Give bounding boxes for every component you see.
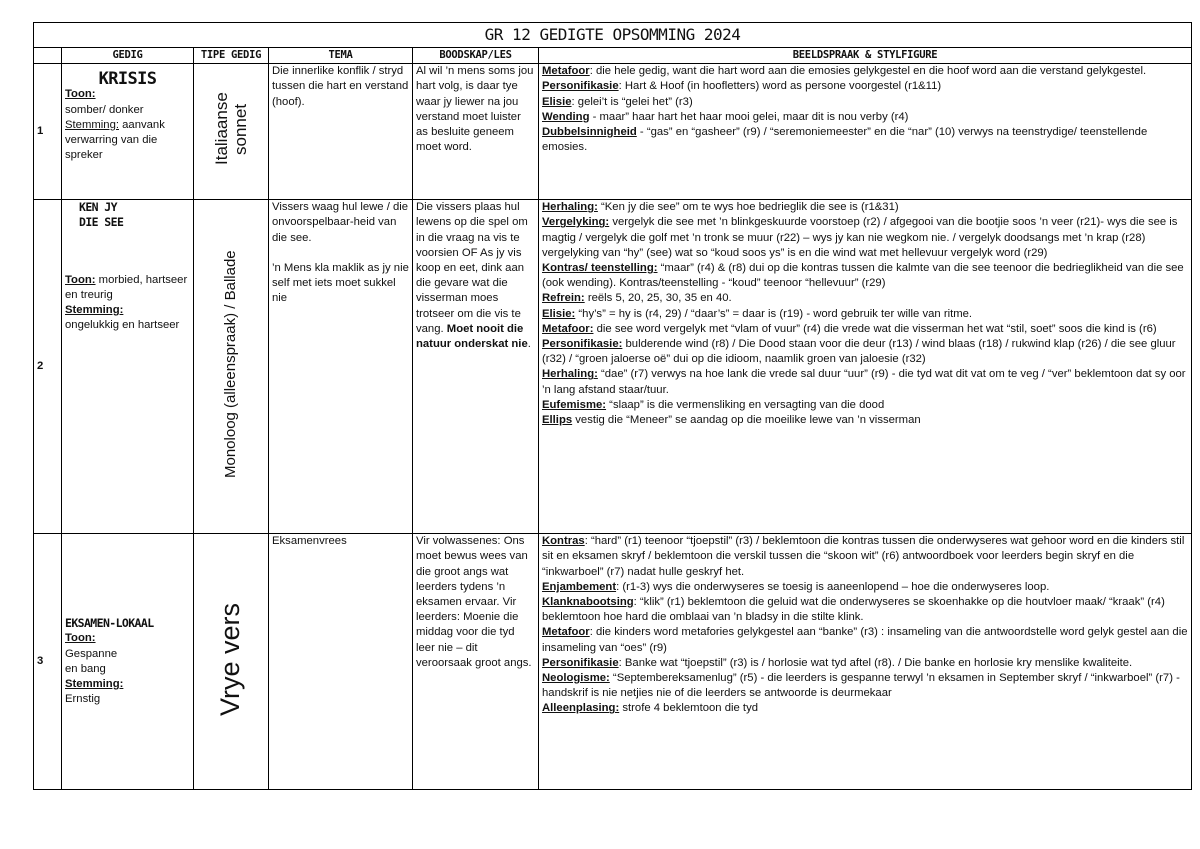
poem-cell: KRISIS Toon: somber/ donker Stemming: aanvank verwarring van die spreker [62, 64, 194, 200]
header-tipe: TIPE GEDIG [194, 48, 269, 64]
figure-item: Kontras/ teenstelling: “maar” (r4) & (r8) dui op die kontras tussen die kalmte van die see teenoor die bedrieglikheid van die see (ook wending). Kontras/teenstelling - “koud” teenoor “hellevuur” (r29) [542, 262, 1184, 290]
header-boodskap: BOODSKAP/LES [413, 48, 539, 64]
message-cell: Al wil ’n mens soms jou hart volg, is daar tye waar jy liewer na jou verstand moet luister as besluite geneem moet word. [413, 64, 539, 200]
message-cell: Die vissers plaas hul lewens op die spel om in die vraag na vis te voorsien OF As jy vis koop en eet, dink aan die gevare wat die visserman moes trotseer om die vis te vang. Moet nooit die natuur onderskat nie. [413, 200, 539, 534]
poem-type: Italiaanse sonnet [194, 64, 269, 200]
message-cell: Vir volwassenes: Ons moet bewus wees van die groot angs wat leerders tydens ’n eksamen ervaar. Vir leerders: Moenie die middag voor die tyd leer nie – dit veroorsaak groot angs. [413, 534, 539, 790]
theme-cell: Vissers waag hul lewe / die onvoorspelbaar-heid van die see. ’n Mens kla maklik as jy nie self met iets moet sukkel nie [269, 200, 413, 534]
header-gedig: GEDIG [62, 48, 194, 64]
poem-cell: EKSAMEN-LOKAAL Toon: Gespanne en bang Stemming: Ernstig [62, 534, 194, 790]
figure-item: Personifikasie: bulderende wind (r8) / Die Dood staan voor die deur (r13) / wind blaas (r18) / rukwind klap (r26) / die see gluur (r32) / “groen jaloerse oë” dui op die idioom, naamlik groen van jaloesie (r32) [542, 338, 1176, 366]
figure-item: Elisie: gelei’t is “gelei het” (r3) [542, 95, 693, 108]
figure-item: Personifikasie: Hart & Hoof (in hoofletters) word as persone voorgestel (r1&11) [542, 80, 942, 93]
row-number: 3 [34, 534, 62, 790]
figure-item: Metafoor: die hele gedig, want die hart word aan die emosies gelykgestel en die hoof word aan die verstand gelykgestel. [542, 65, 1147, 78]
figure-item: Herhaling: “Ken jy die see” om te wys hoe bedrieglik die see is (r1&31) [542, 201, 899, 214]
figure-item: Alleenplasing: strofe 4 beklemtoon die tyd [542, 702, 758, 715]
poem-title: EKSAMEN-LOKAAL [65, 616, 154, 631]
theme-cell: Eksamenvrees [269, 534, 413, 790]
figure-item: Dubbelsinnigheid - “gas” en “gasheer” (r9) / “seremoniemeester” en die “nar” (10) verwys na teenstrydige/ teenstellende emosies. [542, 126, 1148, 154]
header-beeldspraak: BEELDSPRAAK & STYLFIGURE [539, 48, 1192, 64]
figure-item: Herhaling: “dae” (r7) verwys na hoe lank die vrede sal duur “uur” (r9) - die tyd wat dit vat om te veg / “ver” beklemtoon dat sy oor ’n lang afstand staar/tuur. [542, 368, 1186, 396]
poem-title: KEN JY DIE SEE [79, 200, 124, 230]
header-tema: TEMA [269, 48, 413, 64]
header-row [34, 48, 1192, 64]
figure-item: Elisie: “hy’s” = hy is (r4, 29) / “daar’s” = daar is (r19) - word gebruik ter wille van ritme. [542, 307, 973, 320]
figure-item: Metafoor: die kinders word metafories gelykgestel aan “banke” (r3) : insameling van die antwoordstelle word gelyk gestel aan die insameling van “oes” (r9) [542, 626, 1188, 654]
document-title: GR 12 GEDIGTE OPSOMMING 2024 [34, 23, 1192, 48]
figure-item: Metafoor: die see word vergelyk met “vlam of vuur” (r4) die vrede wat die visserman het wat “stil, soet” soos die kind is (r6) [542, 322, 1157, 335]
figure-item: Eufemisme: “slaap” is die vermensliking en versagting van die dood [542, 398, 885, 411]
figure-item: Wending - maar” haar hart het haar mooi gelei, maar dit is nou verby (r4) [542, 110, 909, 123]
figures-cell [539, 200, 1192, 534]
row-number: 2 [34, 200, 62, 534]
theme-cell: Die innerlike konflik / stryd tussen die hart en verstand (hoof). [269, 64, 413, 200]
figure-item: Kontras: “hard” (r1) teenoor “tjoepstil” (r3) / beklemtoon die kontras tussen die onderwyseres wat gehoor word en die kinders stil sit en eksamen skryf / beklemtoon die verskil tussen die “skoon wit” (r6) antwoordboek voor leerders begin skryf en die “inkwarboel” (r7) nadat hulle geskryf het. [542, 535, 1185, 578]
figure-item: Klanknabootsing: “klik” (r1) beklemtoon die geluid wat die onderwyseres se skoenhakke op die houtvloer maak/ “kraak” (r4) beklemtoon hoe hard die omblaai van ’n bladsy in die stilte klink. [542, 596, 1165, 624]
poem-type: Vrye vers [194, 534, 269, 790]
table-row [34, 64, 1192, 200]
figure-item: Neologisme: “Septembereksamenlug” (r5) - die leerders is gespanne terwyl ’n eksamen in September skryf / “inkwarboel” (r7) - handskrif is nie netjies nie of die leerders se antwoorde is deurmekaar [542, 672, 1180, 700]
table-row [34, 200, 1192, 534]
figure-item: Ellips vestig die “Meneer” se aandag op die moeilike lewe van ’n visserman [542, 414, 921, 427]
poem-cell: KEN JY DIE SEE Toon: morbied, hartseer en treurig Stemming: ongelukkig en hartseer [62, 200, 194, 534]
figure-item: Refrein: reëls 5, 20, 25, 30, 35 en 40. [542, 292, 732, 305]
figure-item: Enjambement: (r1-3) wys die onderwyseres se toesig is aaneenlopend – hoe die onderwyseres loop. [542, 580, 1050, 593]
poem-summary-table [33, 22, 1192, 790]
figure-item: Personifikasie: Banke wat “tjoepstil” (r3) is / horlosie wat tyd aftel (r8). / Die banke en horlosie kry menslike kwaliteite. [542, 656, 1133, 669]
figures-cell [539, 64, 1192, 200]
figures-cell [539, 534, 1192, 790]
figure-item: Vergelyking: vergelyk die see met ’n blinkgeskuurde voorstoep (r2) / afgegooi van die bootjie soos ’n veer (r21)- wys die see is magtig / vergelyk die golf met ’n tronk se muur (r22) – wys jy kan nie wegkom nie. / vergelyk doodsangs met ’n krap (r28) vergelyking van “hy” (see) wat so “koud soos ys” is en die wind wat met hellevuur vergelyk word (r29) [542, 216, 1178, 259]
table-row [34, 534, 1192, 790]
poem-title: KRISIS [98, 69, 157, 90]
poem-type: Monoloog (alleenspraak) / Ballade [194, 200, 269, 534]
row-number: 1 [34, 64, 62, 200]
